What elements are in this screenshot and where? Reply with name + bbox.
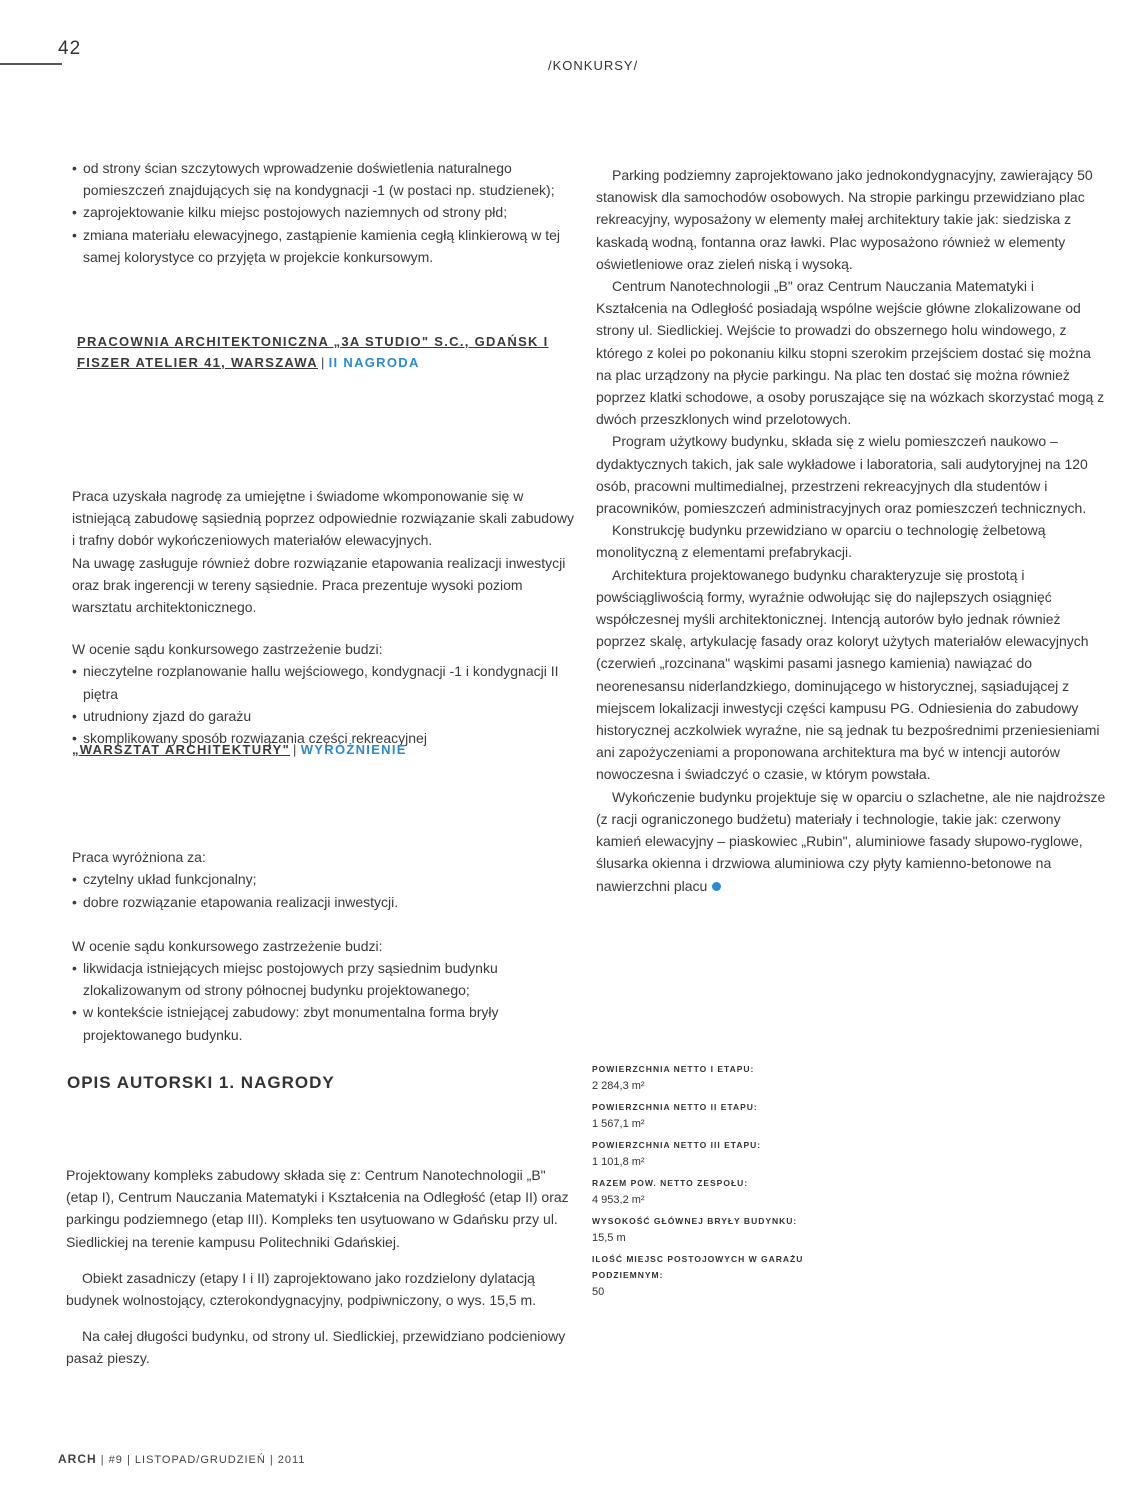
- end-of-article-icon: [712, 882, 721, 891]
- heading-separator: |: [320, 355, 326, 370]
- praise-item: • czytelny układ funkcjonalny;: [72, 868, 580, 890]
- entry2-reservations-intro: W ocenie sądu konkursowego zastrzeżenie budzi:: [72, 937, 383, 954]
- footer-separator: |: [126, 1454, 131, 1466]
- entry1-paragraph-2: Na uwagę zasługuje również dobre rozwiązanie etapowania realizacji inwestycji oraz brak ingerencji w tereny sąsiednie. Praca prezentuje wysoki poziom warsztatu architektonicznego.: [72, 554, 566, 616]
- footer-year: 2011: [277, 1454, 306, 1466]
- spec-value: 50: [592, 1286, 605, 1298]
- footer: [58, 1452, 305, 1466]
- footer-brand: ARCH: [58, 1452, 97, 1466]
- praise-item: • dobre rozwiązanie etapowania realizacji inwestycji.: [72, 891, 580, 913]
- right-paragraph-last: [596, 786, 1108, 897]
- opis-paragraph: Projektowany kompleks zabudowy składa się z: Centrum Nanotechnologii „B" (etap I), Centrum Nauczania Matematyki i Kształcenia na Odległość (etap II) oraz parkingu podziemnego (etap III). Kompleks ten usytuowano w Gdańsku przy ul. Siedlickiej na terenie kampusu Politechniki Gdańskiej.: [66, 1167, 569, 1250]
- top-rule: [0, 63, 62, 65]
- entry1-paragraph-1: Praca uzyskała nagrodę za umiejętne i świadome wkomponowanie się w istniejącą zabudowę sąsiednią poprzez odpowiednie rozwiązanie skali zabudowy i trafny dobór wykończeniowych materiałów elewacyjnych.: [72, 488, 574, 549]
- opis-paragraph: Obiekt zasadniczy (etapy I i II) zaprojektowano jako rozdzielony dylatacją budynek wolnostojący, czterokondygnacyjny, podpiwniczony, o wys. 15,5 m.: [66, 1269, 537, 1309]
- entry2-heading: [72, 739, 572, 760]
- entry1-heading-text: PRACOWNIA ARCHITEKTONICZNA „3A STUDIO" S.C., GDAŃSK I FISZER ATELIER 41, WARSZAWA: [77, 334, 549, 370]
- entry2-praise-intro: Praca wyróżniona za:: [72, 849, 206, 866]
- section-label: /KONKURSY/: [548, 58, 639, 73]
- right-paragraph: Program użytkowy budynku, składa się z wielu pomieszczeń naukowo – dydaktycznych takich, jak sale wykładowe i laboratoria, sali audytoryjnej na 120 osób, pracowni multimedialnej, przestrzeni rekreacyjnych dla studentów i pracowników, pomieszczeń administracyjnych oraz pomieszczeń technicznych.: [596, 433, 1088, 517]
- page-number: 42: [58, 38, 82, 59]
- entry1-heading: [77, 331, 587, 373]
- intro-bullet-list: [72, 157, 580, 268]
- opis-column: [66, 1150, 576, 1384]
- footer-date: LISTOPAD/GRUDZIEŃ: [134, 1454, 266, 1466]
- opis-title: OPIS AUTORSKI 1. NAGRODY: [67, 1073, 335, 1092]
- spec-value: 4 953,2 m²: [592, 1194, 645, 1206]
- specs-box: [592, 1061, 852, 1305]
- entry1-reservations-intro: W ocenie sądu konkursowego zastrzeżenie budzi:: [72, 641, 383, 658]
- footer-separator: |: [100, 1454, 105, 1466]
- right-column: [596, 164, 1108, 897]
- spec-value: 15,5 m: [592, 1232, 626, 1244]
- spec-label: WYSOKOŚĆ GŁÓWNEJ BRYŁY BUDYNKU:: [592, 1216, 798, 1226]
- footer-issue: #9: [108, 1454, 123, 1466]
- intro-bullet: • zmiana materiału elewacyjnego, zastąpienie kamienia cegłą klinkierową w tej samej kolorystyce co przyjęta w projekcie konkursowym.: [72, 224, 580, 268]
- reservation-item: • w kontekście istniejącej zabudowy: zbyt monumentalna forma bryły projektowanego budynku.: [72, 1001, 580, 1045]
- reservation-item: • utrudniony zjazd do garażu: [72, 705, 580, 727]
- spec-label: RAZEM POW. NETTO ZESPOŁU:: [592, 1178, 749, 1188]
- spec-label: POWIERZCHNIA NETTO II ETAPU:: [592, 1102, 758, 1112]
- spec-label: POWIERZCHNIA NETTO I ETAPU:: [592, 1064, 755, 1074]
- intro-bullet: • zaprojektowanie kilku miejsc postojowych naziemnych od strony płd;: [72, 201, 580, 223]
- right-paragraph: Konstrukcję budynku przewidziano w oparciu o technologię żelbetową monolityczną z elementami prefabrykacji.: [596, 522, 1046, 561]
- entry2-heading-text: „WARSZTAT ARCHITEKTURY": [72, 742, 291, 757]
- entry2-praise-list: [72, 868, 580, 912]
- reservation-item: • skomplikowany sposób rozwiązania części rekreacyjnej: [72, 727, 580, 749]
- spec-value: 1 567,1 m²: [592, 1118, 645, 1130]
- right-paragraph: Centrum Nanotechnologii „B" oraz Centrum Nauczania Matematyki i Kształcenia na Odległość posiadają wspólne wejście główne zlokalizowane od strony ul. Siedlickiej. Wejście to prowadzi do obszernego holu windowego, z którego z kolei po pokonaniu kilku stopni szerokim przejściem dostać się można na plac urządzony na płycie parkingu. Na plac ten dostać się można również poprzez klatki schodowe, a osoby poruszające się na wózkach skorzystać mogą z dwóch przeszklonych wind przelotowych.: [596, 278, 1105, 428]
- entry2-reservations-list: [72, 957, 580, 1046]
- opis-paragraph: Na całej długości budynku, od strony ul. Siedlickiej, przewidziano podcieniowy pasaż pieszy.: [66, 1328, 566, 1367]
- reservation-item: • nieczytelne rozplanowanie hallu wejściowego, kondygnacji -1 i kondygnacji II piętra: [72, 660, 580, 704]
- right-paragraph: Parking podziemny zaprojektowano jako jednokondygnacyjny, zawierający 50 stanowisk dla samochodów osobowych. Na stropie parkingu przewidziano plac rekreacyjny, wyposażony w elementy małej architektury takie jak: siedziska z kaskadą wodną, fontanna oraz ławki. Plac wyposażono również w elementy oświetleniowe oraz zieleń niską i wysoką.: [596, 167, 1093, 272]
- spec-label: POWIERZCHNIA NETTO III ETAPU:: [592, 1140, 762, 1150]
- intro-bullet: • od strony ścian szczytowych wprowadzenie doświetlenia naturalnego pomieszczeń znajdujących się na kondygnacji -1 (w postaci np. studzienek);: [72, 157, 580, 201]
- right-paragraph: Architektura projektowanego budynku charakteryzuje się prostotą i powściągliwością formy, wyraźnie odwołując się do najlepszych osiągnięć współczesnej myśli architektonicznej. Intencją autorów było jednak również poprzez skalę, artykulację fasady oraz koloryt użytych materiałów elewacyjnych (czerwień „rozcinana" wąskimi pasami jasnego kamienia) nawiązać do neorenesansu niderlandzkiego, dominującego w historycznej, sąsiadującej z miejscem lokalizacji inwestycji części kampusu PG. Odniesienia do zabudowy historycznej aczkolwiek wyraźne, nie są jednak tu bezpośrednimi przeniesieniami ani zapożyczeniami a proponowana architektura ma być w intencji autorów nowoczesna i świadczyć o czasie, w którym powstała.: [596, 566, 1100, 783]
- reservation-item: • likwidacja istniejących miejsc postojowych przy sąsiednim budynku zlokalizowanym od strony północnej budynku projektowanego;: [72, 957, 580, 1001]
- entry2-award: WYRÓŻNIENIE: [300, 742, 407, 757]
- right-paragraph-text: Wykończenie budynku projektuje się w oparciu o szlachetne, ale nie najdroższe (z racji ograniczonego budżetu) materiały i technologie, takie jak: czerwony kamień elewacyjny – piaskowiec „Rubin", aluminiowe fasady słupowo-ryglowe, ślusarka okienna i drzwiowa aluminiowa czy płyty kamienno-betonowe na nawierzchni placu: [596, 788, 1106, 894]
- spec-value: 2 284,3 m²: [592, 1080, 645, 1092]
- spec-value: 1 101,8 m²: [592, 1156, 645, 1168]
- heading-separator: |: [293, 742, 298, 757]
- spec-label: ILOŚĆ MIEJSC POSTOJOWYCH W GARAŻU PODZIEMNYM:: [592, 1254, 804, 1280]
- entry1-award: II NAGRODA: [328, 355, 420, 370]
- footer-separator: |: [269, 1454, 274, 1466]
- entry1-reservations-list: [72, 660, 580, 749]
- left-column: [72, 157, 580, 1046]
